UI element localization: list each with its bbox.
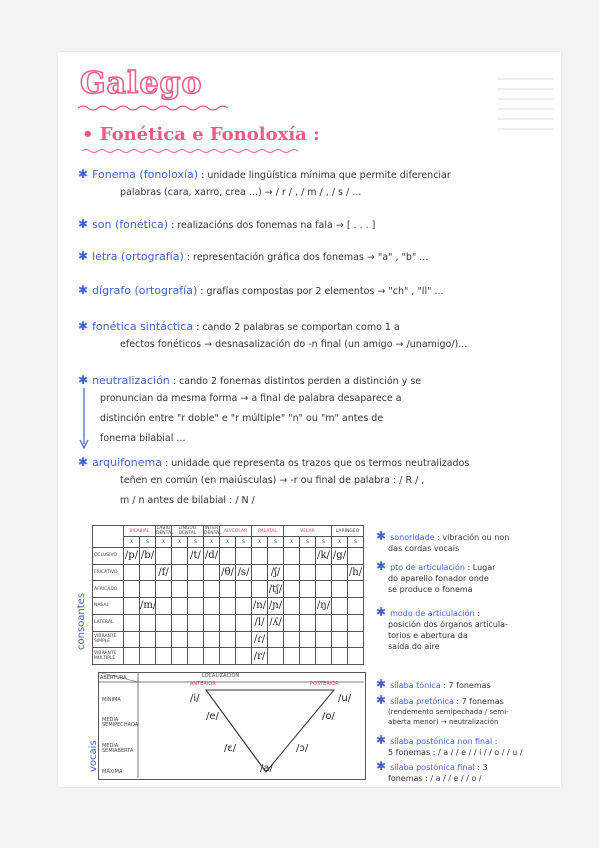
phoneme-cell: /g/ — [332, 548, 348, 565]
phoneme-cell — [284, 614, 300, 631]
consonant-row — [93, 614, 364, 631]
note-text: : — [494, 737, 498, 746]
phoneme-cell — [172, 581, 188, 598]
star-bullet-icon: ✱ — [376, 529, 387, 543]
place-header: LINGUO DENTAL — [172, 526, 204, 537]
definition-text: : cando 2 fonemas distintos perden a distinción y se — [172, 376, 422, 387]
note-text: fonemas : / a / / e / / o / — [388, 774, 482, 784]
vowel-row: MÍNIMA — [102, 697, 121, 703]
phoneme-cell — [284, 648, 300, 665]
phoneme-cell — [204, 581, 220, 598]
vowel: /a/ — [260, 763, 273, 774]
phoneme-cell: /d/ — [204, 548, 220, 565]
phoneme-cell: /ŋ/ — [316, 598, 332, 615]
phoneme-cell — [348, 581, 364, 598]
definition-fonema — [78, 168, 451, 208]
phoneme-cell — [300, 564, 316, 581]
note-text: : vibración ou non — [437, 533, 510, 542]
definition-text: : grafías compostas por 2 elementos → "ch" , "ll" ... — [200, 286, 444, 297]
place-header: LABIO DENTAL — [156, 526, 174, 536]
voicing-cell: S — [300, 537, 316, 548]
phoneme-cell — [124, 631, 140, 648]
definition-text: : unidade que representa os trazos que os termos neutralizados — [164, 458, 470, 469]
phoneme-cell — [140, 614, 156, 631]
title-underline — [78, 104, 228, 112]
note-text: (rendemento semipechada / semi- — [388, 708, 509, 717]
definition-arquifonema — [78, 456, 469, 516]
note-text: 5 fonemas : / a / / e / / i / / o / / u / — [388, 748, 523, 758]
phoneme-cell — [284, 631, 300, 648]
phoneme-cell — [156, 631, 172, 648]
phoneme-cell: /ʎ/ — [268, 614, 284, 631]
manner-label: NASAL — [93, 598, 124, 615]
definition-digrafo — [78, 284, 444, 304]
star-bullet-icon: ✱ — [78, 283, 89, 297]
phoneme-cell — [204, 598, 220, 615]
consonant-table-body — [93, 548, 364, 665]
consonant-row — [93, 598, 364, 615]
vowel-corner: ABERTURA — [100, 675, 127, 681]
definition-text: m / n antes de bilabial : / N / — [120, 495, 255, 506]
vowel-row: MÁXIMA — [102, 769, 123, 775]
phoneme-cell — [188, 614, 204, 631]
star-bullet-icon: ✱ — [376, 677, 387, 691]
note-text: : 7 fonemas — [443, 681, 491, 690]
note-text: aberta menor) → neutralización — [388, 717, 499, 726]
voicing-cell: S — [348, 537, 364, 548]
phoneme-cell — [316, 581, 332, 598]
voicing-cell: S — [316, 537, 332, 548]
phoneme-cell — [204, 564, 220, 581]
phoneme-cell — [172, 648, 188, 665]
consonant-row — [93, 548, 364, 565]
phoneme-cell — [268, 548, 284, 565]
note-silaba-pretonica — [376, 692, 509, 727]
manner-label: OCLUSIVO — [93, 548, 124, 565]
note-text: torios e abertura da — [388, 630, 468, 640]
note-silaba-postonica-non-final — [376, 732, 523, 759]
phoneme-cell — [220, 548, 236, 565]
voicing-header — [93, 537, 364, 548]
phoneme-cell — [332, 648, 348, 665]
voicing-cell: X — [252, 537, 268, 548]
phoneme-cell — [268, 648, 284, 665]
place-header: VELAR — [284, 526, 332, 537]
note-sonoridade — [376, 528, 509, 555]
term: letra (ortografía) — [92, 250, 184, 263]
phoneme-cell — [124, 581, 140, 598]
phoneme-cell — [348, 631, 364, 648]
note-text: das cordas vocais — [388, 544, 460, 554]
vowel: /u/ — [338, 693, 352, 704]
star-bullet-icon: ✱ — [78, 249, 89, 263]
vowel: /o/ — [322, 711, 335, 722]
note-text: do aparello fonador onde — [388, 574, 489, 584]
down-arrow-icon — [80, 388, 88, 450]
phoneme-cell: /ɾ/ — [252, 631, 268, 648]
definition-text: palabras (cara, xarro, crea ...) → / r / , / m / , / s / ... — [120, 187, 362, 198]
consonant-table — [92, 525, 364, 665]
phoneme-cell — [156, 598, 172, 615]
phoneme-cell — [236, 581, 252, 598]
note-silaba-tonica — [376, 676, 491, 692]
term: son (fonética) — [92, 218, 169, 231]
voicing-cell: X — [332, 537, 348, 548]
star-bullet-icon: ✱ — [376, 759, 387, 773]
phoneme-cell — [332, 581, 348, 598]
definition-son — [78, 218, 375, 238]
voicing-cell: S — [236, 537, 252, 548]
phoneme-cell — [252, 581, 268, 598]
voicing-cell: X — [156, 537, 172, 548]
voicing-cell: S — [188, 537, 204, 548]
phoneme-cell — [124, 648, 140, 665]
phoneme-cell — [332, 631, 348, 648]
phoneme-cell — [300, 614, 316, 631]
phoneme-cell: /ɲ/ — [268, 598, 284, 615]
note-text: : Lugar — [467, 563, 496, 572]
notebook-page — [58, 52, 561, 787]
phoneme-cell — [316, 564, 332, 581]
phoneme-cell — [236, 631, 252, 648]
note-text: : — [477, 609, 480, 618]
voicing-cell: X — [172, 537, 188, 548]
definition-text: fonema bilabial ... — [100, 433, 186, 444]
phoneme-cell — [156, 581, 172, 598]
bleed-through-text — [498, 70, 558, 170]
vowel: /ɛ/ — [224, 743, 237, 754]
phoneme-cell — [284, 581, 300, 598]
note-term: sílaba postónica final — [390, 763, 475, 772]
note-punto-articulacion — [376, 558, 495, 596]
phoneme-cell — [220, 631, 236, 648]
phoneme-cell — [188, 631, 204, 648]
manner-label: VIBRANTE MÚLTIPLE — [93, 648, 124, 665]
voicing-cell: X — [220, 537, 236, 548]
phoneme-cell — [316, 614, 332, 631]
phoneme-cell — [332, 598, 348, 615]
term: Fonema (fonoloxía) — [92, 168, 199, 181]
phoneme-cell: /f/ — [156, 564, 172, 581]
vowel: /e/ — [206, 711, 219, 722]
star-bullet-icon: ✱ — [78, 373, 89, 387]
phoneme-cell: /s/ — [236, 564, 252, 581]
phoneme-cell — [284, 548, 300, 565]
definition-fonetica-sintactica — [78, 320, 467, 360]
star-bullet-icon: ✱ — [78, 455, 89, 469]
consonant-row — [93, 564, 364, 581]
star-bullet-icon: ✱ — [376, 733, 387, 747]
phoneme-cell — [236, 548, 252, 565]
section-underline — [82, 148, 297, 154]
phoneme-cell — [220, 648, 236, 665]
place-header: BILABIAL — [124, 526, 156, 537]
phoneme-cell — [156, 548, 172, 565]
place-header: LARÍNGEO — [332, 526, 364, 537]
vowels-label: vocais — [88, 740, 99, 772]
phoneme-cell — [172, 614, 188, 631]
star-bullet-icon: ✱ — [78, 319, 89, 333]
place-header: INTER DENTAL — [204, 526, 222, 536]
vowel: /i/ — [190, 693, 200, 704]
phoneme-cell: /p/ — [124, 548, 140, 565]
star-bullet-icon: ✱ — [376, 605, 387, 619]
phoneme-cell — [348, 648, 364, 665]
term: neutralización — [92, 374, 170, 387]
vowel-col-right: POSTERIOR — [310, 681, 339, 687]
term: dígrafo (ortografía) — [92, 284, 198, 297]
phoneme-cell — [140, 564, 156, 581]
definition-text: : representación gráfica dos fonemas → "a" , "b" ... — [186, 252, 429, 263]
term: arquifonema — [92, 456, 162, 469]
star-bullet-icon: ✱ — [376, 693, 387, 707]
phoneme-cell — [300, 548, 316, 565]
note-text: posición dos órganos articula- — [388, 620, 508, 630]
phoneme-cell — [172, 598, 188, 615]
note-modo-articulacion — [376, 604, 508, 653]
vowel: /ɔ/ — [296, 743, 309, 754]
page-title: Galego — [80, 66, 203, 101]
vowel-row: MEDIA SEMIPECHADA — [102, 717, 139, 728]
vowel-col-left: ANTERIOR — [190, 681, 216, 687]
phoneme-cell — [316, 631, 332, 648]
phoneme-cell: /b/ — [140, 548, 156, 565]
note-term: modo de articulación — [390, 609, 475, 618]
phoneme-cell — [188, 648, 204, 665]
phoneme-cell — [140, 648, 156, 665]
consonant-row — [93, 581, 364, 598]
phoneme-cell — [204, 614, 220, 631]
definition-letra — [78, 250, 428, 270]
voicing-cell: X — [204, 537, 220, 548]
phoneme-cell — [252, 564, 268, 581]
phoneme-cell: /n/ — [252, 598, 268, 615]
definition-text: : unidade lingüística mínima que permite diferenciar — [201, 170, 451, 181]
phoneme-cell — [220, 581, 236, 598]
phoneme-cell — [204, 648, 220, 665]
phoneme-cell — [332, 564, 348, 581]
phoneme-cell — [124, 598, 140, 615]
phoneme-cell — [204, 631, 220, 648]
phoneme-cell — [124, 614, 140, 631]
note-text: se produce o fonema — [388, 584, 473, 594]
manner-label: FRICATIVO — [93, 564, 124, 581]
definition-neutralizacion — [78, 374, 421, 454]
manner-label: VIBRANTE SIMPLE — [93, 631, 124, 648]
consonant-row — [93, 648, 364, 665]
phoneme-cell: /t/ — [188, 548, 204, 565]
term: fonética sintáctica — [92, 320, 194, 333]
definition-text: pronuncian da mesma forma → a final de palabra desaparece a — [100, 393, 402, 404]
place-header: ALVEOLAR — [220, 526, 252, 537]
place-header: PALATAL — [252, 526, 284, 537]
consonant-table-header — [93, 526, 364, 537]
note-text: : 3 — [477, 763, 488, 772]
vowel-header: LOCALIZACIÓN — [202, 673, 240, 679]
phoneme-cell — [172, 631, 188, 648]
manner-label: AFRICADO — [93, 581, 124, 598]
note-silaba-postonica-final — [376, 758, 488, 785]
phoneme-cell — [284, 598, 300, 615]
star-bullet-icon: ✱ — [78, 167, 89, 181]
phoneme-cell — [268, 631, 284, 648]
section-heading: • Fonética e Fonoloxía : — [82, 124, 320, 145]
phoneme-cell: /h/ — [348, 564, 364, 581]
note-text: : 7 fonemas — [456, 697, 504, 706]
phoneme-cell: /l/ — [252, 614, 268, 631]
note-text: saída do aire — [388, 641, 440, 651]
phoneme-cell — [188, 598, 204, 615]
phoneme-cell — [156, 614, 172, 631]
phoneme-cell: /tʃ/ — [268, 581, 284, 598]
phoneme-cell — [140, 631, 156, 648]
star-bullet-icon: ✱ — [376, 559, 387, 573]
phoneme-cell — [300, 648, 316, 665]
phoneme-cell — [316, 648, 332, 665]
voicing-cell: S — [140, 537, 156, 548]
phoneme-cell — [236, 598, 252, 615]
note-term: sílaba postónica non final — [390, 737, 493, 746]
phoneme-cell — [172, 564, 188, 581]
corner-cell — [93, 526, 124, 548]
note-term: sílaba pretónica — [390, 697, 454, 706]
note-term: sílaba tónica — [390, 681, 441, 690]
note-term: sonoridade — [390, 533, 435, 542]
definition-text: : realizacións dos fonemas na fala → [ . . . ] — [171, 220, 376, 231]
phoneme-cell — [236, 648, 252, 665]
definition-text: : cando 2 palabras se comportan como 1 a — [196, 322, 400, 333]
phoneme-cell: /m/ — [140, 598, 156, 615]
phoneme-cell — [252, 548, 268, 565]
phoneme-cell — [348, 598, 364, 615]
phoneme-cell — [220, 598, 236, 615]
phoneme-cell — [188, 564, 204, 581]
phoneme-cell — [124, 564, 140, 581]
phoneme-cell: /θ/ — [220, 564, 236, 581]
voicing-cell: X — [124, 537, 140, 548]
definition-text: efectos fonéticos → desnasalización do -n final (un amigo → /unamigo/)... — [120, 339, 468, 350]
consonants-label: consoantes — [76, 592, 87, 650]
definition-text: teñen en común (en maiúsculas) → -r ou final de palabra : / R / , — [120, 475, 425, 486]
phoneme-cell — [284, 564, 300, 581]
phoneme-cell — [300, 581, 316, 598]
star-bullet-icon: ✱ — [78, 217, 89, 231]
voicing-cell: S — [268, 537, 284, 548]
phoneme-cell — [300, 598, 316, 615]
phoneme-cell — [188, 581, 204, 598]
manner-label: LATERAL — [93, 614, 124, 631]
phoneme-cell: /ʃ/ — [268, 564, 284, 581]
phoneme-cell — [156, 648, 172, 665]
phoneme-cell — [300, 631, 316, 648]
phoneme-cell — [348, 548, 364, 565]
phoneme-cell — [332, 614, 348, 631]
phoneme-cell — [140, 581, 156, 598]
phoneme-cell: /r/ — [252, 648, 268, 665]
definition-text: distinción entre "r doble" e "r múltiple" "n" ou "m" antes de — [100, 413, 384, 424]
vowel-row: MEDIA SEMIABERTA — [102, 743, 134, 754]
phoneme-cell — [220, 614, 236, 631]
note-term: pto de articulación — [390, 563, 465, 572]
voicing-cell: X — [284, 537, 300, 548]
phoneme-cell — [348, 614, 364, 631]
consonant-row — [93, 631, 364, 648]
phoneme-cell: /k/ — [316, 548, 332, 565]
phoneme-cell — [236, 614, 252, 631]
phoneme-cell — [172, 548, 188, 565]
